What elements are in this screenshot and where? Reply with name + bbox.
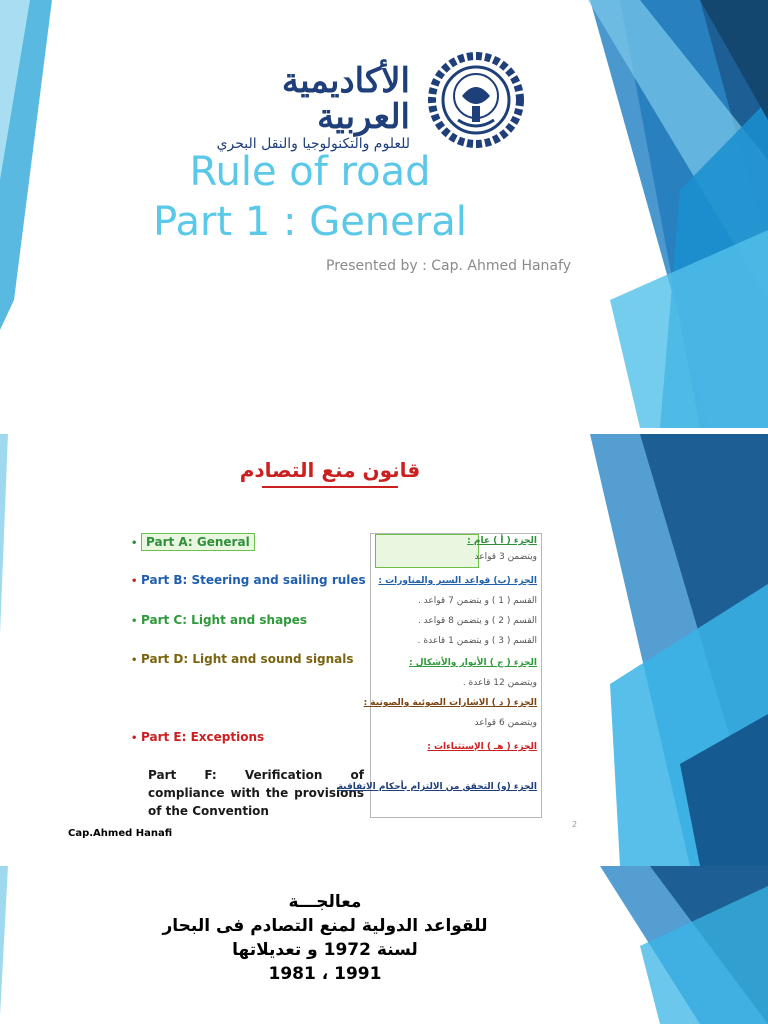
arabic-line: ويتضمن 3 قواعد (474, 552, 537, 562)
heading-underline (262, 486, 398, 488)
arabic-title-line: معالجـــة (288, 892, 362, 912)
academy-seal-icon (428, 46, 524, 154)
arabic-line: ويتضمن 6 قواعد (474, 718, 537, 728)
logo-arabic-subtitle: للعلوم والتكنولوجيا والنقل البحري (216, 136, 410, 153)
presenter-line: Presented by : Cap. Ahmed Hanafy (326, 258, 571, 274)
bullet-icon: • (131, 655, 138, 666)
part-b-item (131, 573, 366, 587)
author-label: Cap.Ahmed Hanafi (68, 828, 173, 839)
document-heading: قانون منع التصادم (239, 458, 421, 482)
arabic-line: الجزء ( أ ) عام : (467, 536, 537, 546)
bullet-icon: • (131, 538, 138, 549)
arabic-line: القسم ( 1 ) و يتضمن 7 قواعد . (417, 596, 537, 606)
part-label: Part E: Exceptions (141, 730, 265, 744)
arabic-title-line: لسنة 1972 و تعديلاتها (232, 940, 418, 960)
arabic-line: الجزء (ب) قواعد السير والمناورات : (378, 576, 537, 586)
arabic-line: الجزء ( هـ ) الإستثناءات : (427, 742, 537, 752)
logo-arabic-name: الأكاديمية العربية (281, 61, 410, 137)
arabic-line: القسم ( 2 ) و يتضمن 8 قواعد . (417, 616, 537, 626)
part-label: Part B: Steering and sailing rules (141, 573, 366, 587)
part-d-item (131, 652, 354, 666)
part-label: Part C: Light and shapes (141, 613, 308, 627)
bullet-icon: • (131, 576, 138, 587)
part-e-item (131, 730, 264, 744)
arabic-line: القسم ( 3 ) و يتضمن 1 قاعدة . (417, 636, 537, 646)
arabic-title-line: 1991 ، 1981 (268, 964, 382, 984)
part-f-item: Part F: Verification of compliance with the provisions of the Convention (148, 768, 364, 818)
bullet-icon: • (131, 733, 138, 744)
arabic-contents-box (337, 533, 542, 818)
page-number: 2 (572, 820, 578, 829)
academy-logo-text (180, 61, 410, 154)
arabic-line: ويتضمن 12 قاعدة . (462, 678, 537, 688)
part-a-item (131, 535, 255, 549)
title-slide (0, 0, 768, 428)
arabic-line: الجزء ( د ) الاشارات الضوئية والصوتية : (363, 698, 537, 708)
arabic-title-block (0, 890, 650, 986)
part-c-item (131, 613, 307, 627)
arabic-line: الجزء ( ج ) الأنوار والأشكال : (409, 658, 537, 668)
slide-title: Rule of road (189, 149, 431, 195)
arabic-line: الجزء (و) التحقق من الالتزام بأحكام الاتفاقية (337, 782, 537, 792)
highlight-box (375, 534, 479, 568)
bullet-icon: • (131, 616, 138, 627)
slide-subtitle: Part 1 : General (153, 199, 467, 245)
part-label: Part A: General (141, 533, 255, 551)
arabic-title-line: للقواعد الدولية لمنع التصادم فى البحار (162, 916, 488, 936)
part-label: Part D: Light and sound signals (141, 652, 354, 666)
